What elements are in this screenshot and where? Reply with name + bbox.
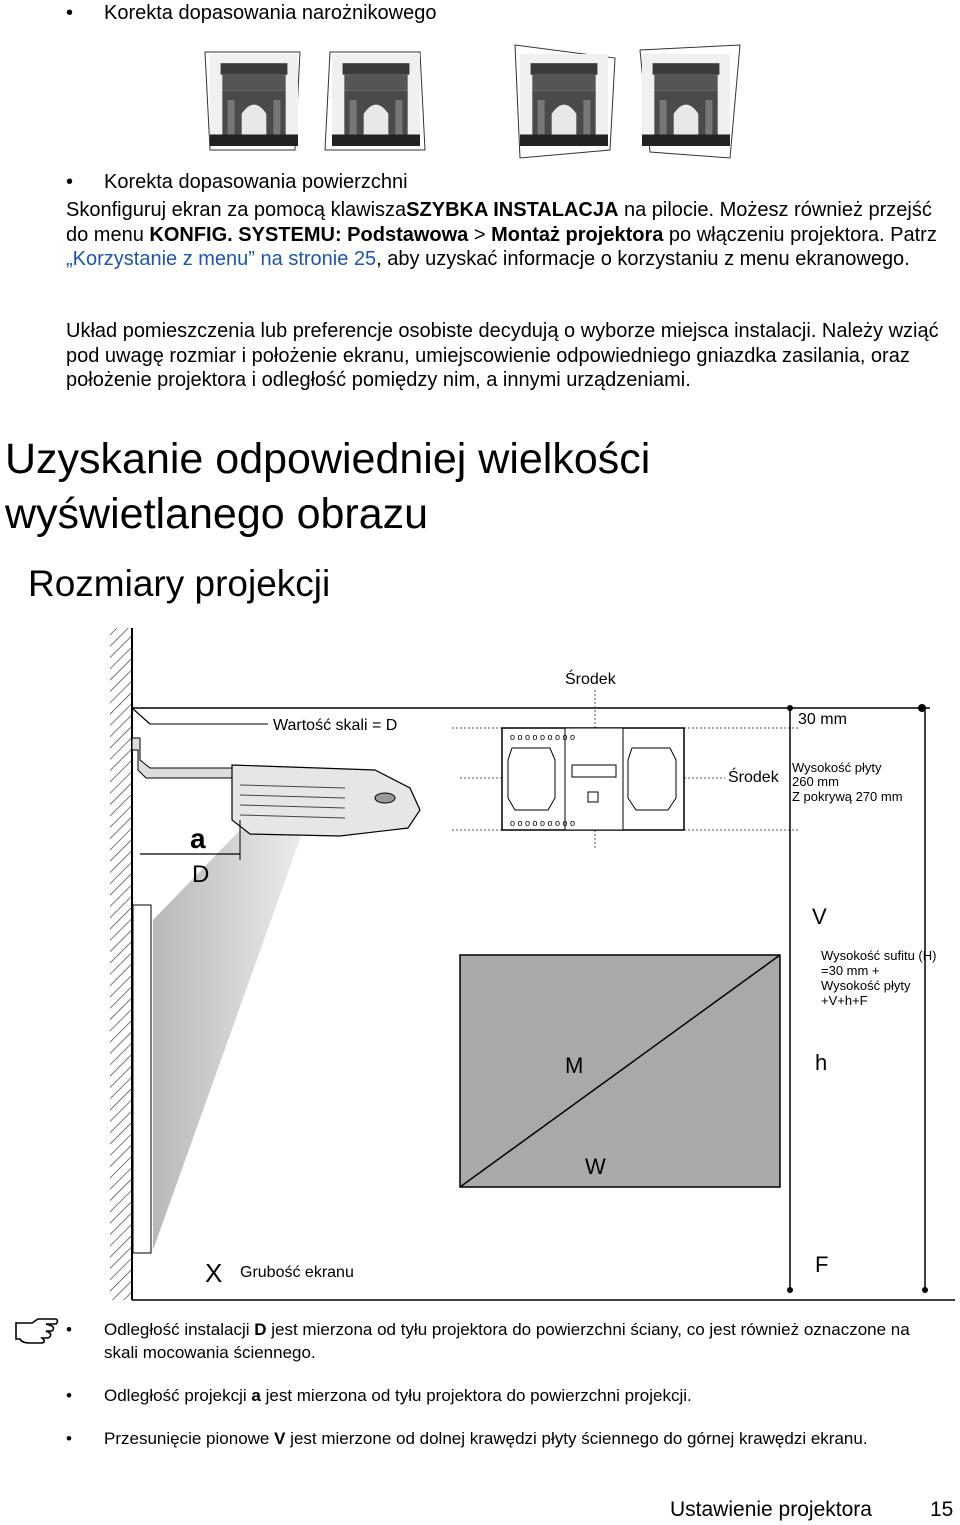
screen-side: [133, 905, 151, 1253]
label-W: W: [585, 1154, 606, 1179]
dim-dot-top: [787, 705, 793, 711]
section-title-line2: wyświetlanego obrazu: [5, 490, 429, 538]
instruction-paragraph: Skonfiguruj ekran za pomocą klawiszaSZYBKA INSTALACJA na pilocie. Możesz również przejść do menu KONFIG. SYSTEMU: Podstawowa > Montaż projektora po włączeniu projektora. Patrz „Korzystanie z menu” na stronie 25, aby uzyskać informacje o korzystaniu z menu ekranowego.: [66, 199, 937, 270]
dim-dot-bottom: [787, 1287, 793, 1293]
bullet-dot: •: [66, 2, 74, 24]
wall-plate: [502, 728, 684, 830]
label-a: a: [190, 823, 206, 854]
note-hand-icon: [12, 1315, 60, 1345]
label-D: D: [192, 861, 210, 888]
label-ceiling-3: Wysokość płyty: [821, 978, 911, 993]
label-F: F: [815, 1252, 829, 1277]
section-title-line1: Uzyskanie odpowiedniej wielkości: [5, 435, 651, 483]
wall-hatch: [110, 628, 132, 1300]
light-beam: [153, 825, 305, 1250]
label-ceiling-1: Wysokość sufitu (H): [821, 948, 937, 963]
arch-image-4: [640, 45, 740, 158]
room-layout-paragraph: Układ pomieszczenia lub preferencje osobiste decydują o wyborze miejsca instalacji. Należy wziąć pod uwagę rozmiar i położenie ekranu, umiejscowienie odpowiedniego gniazdka zasilania, oraz położenie projektora i odległość pomiędzy nim, a innymi urządzeniami.: [66, 320, 939, 391]
projection-dimensions-diagram: [0, 620, 960, 1310]
keystone-examples: [190, 40, 790, 160]
label-scale-value: Wartość skali = D: [273, 717, 398, 734]
label-ceiling-4: +V+h+F: [821, 993, 868, 1008]
projector-lens: [375, 793, 395, 803]
label-V: V: [812, 904, 827, 929]
arch-image-1: [205, 52, 300, 150]
label-X: X: [205, 1258, 223, 1288]
menu-reference-link[interactable]: „Korzystanie z menu” na stronie 25: [66, 248, 377, 270]
label-center-top: Środek: [565, 671, 616, 688]
label-plate-cover: Z pokrywą 270 mm: [792, 789, 903, 804]
label-screen-thickness: Grubość ekranu: [240, 1264, 354, 1281]
bullet-dot: •: [66, 1386, 72, 1405]
bullet-dot: •: [66, 1429, 72, 1448]
footer-section-name: Ustawienie projektora: [670, 1498, 872, 1521]
svg-text:o o o o o o o o o: o o o o o o o o o: [510, 818, 576, 828]
scale-pointer: [132, 708, 150, 724]
label-plate-height: Wysokość płyty: [792, 760, 882, 775]
arch-image-2: [325, 52, 425, 150]
label-M: M: [565, 1053, 584, 1078]
footer-page-number: 15: [930, 1498, 954, 1521]
label-plate-260: 260 mm: [792, 774, 839, 789]
label-ceiling-2: =30 mm +: [821, 963, 880, 978]
label-30mm: 30 mm: [798, 711, 847, 728]
bullet-text: Korekta dopasowania narożnikowego: [104, 2, 437, 24]
bullet-dot: •: [66, 171, 74, 193]
label-center-mid: Środek: [728, 769, 779, 786]
subsection-title: Rozmiary projekcji: [28, 563, 331, 604]
svg-text:o o o o o o o o o: o o o o o o o o o: [510, 732, 576, 742]
label-h: h: [815, 1050, 828, 1075]
bullet-dot: •: [66, 1320, 72, 1339]
ceiling-dot-bottom: [922, 1287, 928, 1293]
bullet-text: Korekta dopasowania powierzchni: [104, 171, 408, 193]
arch-image-3: [515, 45, 615, 158]
